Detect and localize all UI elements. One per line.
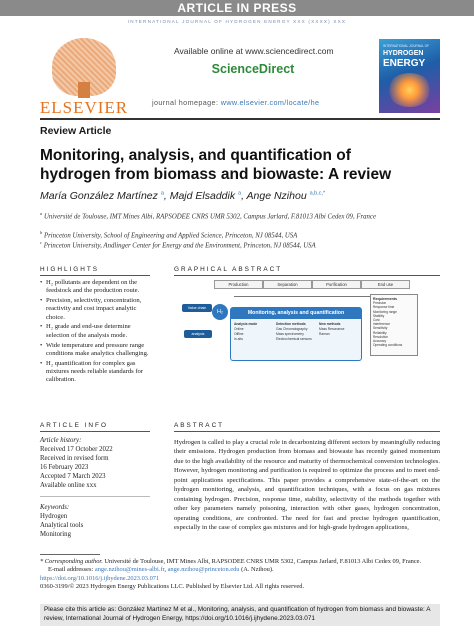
value-chain-bar: [214, 280, 410, 289]
article-in-press-banner: ARTICLE IN PRESS: [0, 0, 474, 16]
homepage-label: journal homepage:: [152, 98, 221, 107]
requirement-item: Accuracy: [373, 339, 387, 344]
column-heading: Analysis mode: [234, 322, 258, 326]
email-separator: ,: [164, 566, 168, 574]
requirement-item: Stability: [373, 313, 385, 318]
requirement-item: Cost: [373, 318, 380, 323]
column-item: Online: [234, 327, 244, 331]
h2-molecule-icon: H₂: [212, 304, 228, 320]
keywords-label: Keywords:: [40, 504, 70, 511]
highlight-item: • H₂ quantification for complex gas mixtures needs reliable standards for calibration.: [40, 360, 150, 385]
article-history: [40, 436, 150, 490]
revised-date: 16 February 2023: [40, 464, 89, 471]
elsevier-logo-text: ELSEVIER: [39, 98, 129, 117]
cover-journal-text: INTERNATIONAL JOURNAL OF: [383, 44, 430, 48]
requirement-item: Sensitivity: [373, 326, 388, 331]
corresponding-author-note: [40, 558, 440, 566]
email-link[interactable]: ange.nzihou@princeton.edu: [167, 566, 240, 574]
highlight-item: • H₂ pollutants are dependent on the feedstock and the production route.: [40, 279, 150, 296]
affiliation-text: Princeton University, Andlinger Center for Energy and the Environment, Princeton, NJ 08544, USA: [43, 242, 316, 250]
highlight-item: • Precision, selectivity, concentration, reactivity and cost impact analytic choice.: [40, 297, 150, 322]
highlights-rule: [40, 275, 150, 276]
affiliation-mark: a: [40, 211, 43, 216]
article-info-heading: ARTICLE INFO: [40, 422, 108, 429]
graphical-abstract-rule: [174, 275, 440, 276]
author-name[interactable]: Majd Elsaddik: [169, 190, 236, 202]
footnote-rule: [40, 554, 100, 555]
corresponding-label: * Corresponding author.: [40, 558, 103, 565]
highlights-list: [40, 279, 150, 386]
column-item: Offline: [234, 332, 244, 336]
author-separator: ,: [241, 190, 247, 202]
new-methods-column: [319, 322, 359, 337]
step-end-use: End use: [361, 280, 410, 289]
affiliation-mark: b: [40, 230, 43, 235]
author-affiliation-mark[interactable]: a: [238, 190, 242, 197]
cover-title-hydrogen: HYDROGEN: [383, 50, 424, 57]
column-item: Mass Resonance: [319, 327, 345, 331]
keyword[interactable]: Monitoring: [40, 531, 71, 538]
revised-label: Received in revised form: [40, 455, 109, 462]
abstract-rule: [174, 431, 440, 432]
column-item: Electrochemical sensors: [276, 337, 312, 341]
keyword[interactable]: Analytical tools: [40, 522, 84, 529]
affiliation-c: [40, 239, 440, 251]
tree-trunk: [78, 82, 90, 98]
email-link[interactable]: ange.nzihou@mines-albi.fr: [94, 566, 165, 574]
step-production: Production: [214, 280, 263, 289]
citation-box: Please cite this article as: González Martínez M et al., Monitoring, analysis, and quantification of hydrogen from biomass and biowaste: A review, International Journal of Hydrogen Energy, https://doi.org/10.1016/j.ijhydene.2023.03.071: [40, 604, 440, 626]
column-item: Mass spectrometry: [276, 332, 304, 336]
copyright-line: 0360-3199/© 2023 Hydrogen Energy Publications LLC. Published by Elsevier Ltd. All rights reserved.: [40, 583, 305, 591]
available-online-text[interactable]: Available online at www.sciencedirect.com: [174, 46, 334, 56]
abstract-heading: ABSTRACT: [174, 422, 225, 429]
homepage-link[interactable]: www.elsevier.com/locate/he: [220, 98, 320, 107]
title-line-2: hydrogen from biomass and biowaste: A review: [40, 166, 392, 183]
analysis-mode-column: [234, 322, 274, 342]
column-item: In-situ: [234, 337, 243, 341]
keywords-rule: [40, 496, 150, 497]
author-name[interactable]: Ange Nzihou: [246, 190, 307, 202]
sciencedirect-brand[interactable]: ScienceDirect: [211, 62, 295, 76]
email-line: [40, 566, 440, 574]
author-affiliation-mark[interactable]: a: [160, 190, 164, 197]
journal-cover[interactable]: [379, 39, 440, 113]
column-item: Raman: [319, 332, 330, 336]
monitoring-box: [230, 307, 362, 361]
history-label: Article history:: [40, 437, 82, 444]
journal-running-title: INTERNATIONAL JOURNAL OF HYDROGEN ENERGY XXX (XXXX) XXX: [127, 19, 347, 24]
requirement-item: Monitoring range: [373, 309, 397, 314]
requirement-item: Resolution: [373, 334, 389, 339]
affiliation-a: [40, 210, 440, 222]
article-type: Review Article: [40, 125, 112, 137]
affiliation-text: Université de Toulouse, IMT Mines Albi, RAPSODEE CNRS UMR 5302, Campus Jarlard, F.81013 Albi Cedex 09, France: [43, 213, 376, 221]
step-separation: Separation: [263, 280, 312, 289]
received-date: Received 17 October 2022: [40, 446, 113, 453]
requirement-item: Precision: [373, 301, 387, 306]
monitoring-box-title: Monitoring, analysis and quantification: [231, 308, 361, 319]
highlights-heading: HIGHLIGHTS: [40, 266, 100, 273]
header-rule: [40, 118, 440, 120]
graphical-abstract-heading: GRAPHICAL ABSTRACT: [174, 266, 283, 273]
sciencedirect-header: [140, 40, 366, 115]
journal-homepage: [152, 98, 319, 107]
keywords-block: [40, 503, 150, 539]
article-title: [40, 146, 440, 184]
detection-methods-column: [276, 322, 316, 342]
cover-flame-icon: [387, 73, 432, 107]
email-label: E-mail addresses:: [48, 566, 95, 574]
step-purification: Purification: [312, 280, 361, 289]
email-suffix: (A. Nzihou).: [239, 566, 274, 574]
author-separator: ,: [163, 190, 170, 202]
online-date: Available online xxx: [40, 482, 97, 489]
author-affiliation-mark[interactable]: a,b,c,*: [309, 190, 326, 197]
doi-link[interactable]: https://doi.org/10.1016/j.ijhydene.2023.03.071: [40, 574, 160, 582]
column-heading: New methods: [319, 322, 341, 326]
author-list: [40, 190, 325, 202]
requirements-title: Requirements: [373, 297, 397, 301]
article-info-rule: [40, 431, 150, 432]
author-name[interactable]: María González Martínez: [40, 190, 158, 202]
requirement-item: Interference: [373, 322, 391, 327]
highlight-item: • H₂ grade and end-use determine selection of the analysis mode.: [40, 323, 150, 340]
keyword[interactable]: Hydrogen: [40, 513, 68, 520]
graphical-abstract-figure[interactable]: [174, 278, 440, 362]
analysis-label: analysis: [184, 330, 212, 338]
elsevier-logo[interactable]: [32, 36, 136, 117]
value-chain-label: Value chain: [182, 304, 212, 312]
footnotes: [40, 558, 440, 592]
cover-title-energy: ENERGY: [383, 58, 426, 69]
affiliation-mark: c: [40, 240, 42, 245]
highlight-item: • Wide temperature and pressure range conditions make analytics challenging.: [40, 342, 150, 359]
column-item: Gas Chromatography: [276, 327, 308, 331]
title-line-1: Monitoring, analysis, and quantification of: [40, 147, 351, 164]
requirement-item: Response time: [373, 305, 395, 310]
corresponding-text: Université de Toulouse, IMT Mines Albi, RAPSODEE CNRS UMR 5302, Campus Jarlard, F.81013 Albi Cedex 09, France.: [102, 558, 422, 565]
requirements-box: [370, 294, 418, 356]
affiliation-text: Princeton University, School of Engineering and Applied Science, Princeton, NJ 08544, USA: [43, 232, 298, 240]
column-heading: Detection methods: [276, 322, 306, 326]
accepted-date: Accepted 7 March 2023: [40, 473, 106, 480]
abstract-text: Hydrogen is called to play a crucial role in decarbonizing different sectors by meaningfully reducing their emissions. Hydrogen production from biomass and biowaste has recently gained momentum due to the high availability of the resource and maturity of thermochemical conversion technologies. However, hydrogen monitoring and purification is required to optimize the process and to meet end-point applications specifications. This paper provides a comprehensive state-of-the-art on the hydrogen monitoring, analysis, and quantification techniques, with a focus on gas mixtures containing hydrogen. Precision, response time, stability, selectivity of the methods together with other key parameters namely poisoning, interaction with other gases, hydrogen concentration, operating conditions, are confronted. The need for fast and precise hydrogen quantification, especially in the case of complex gas mixtures and for high-grade hydrogen applications,: [174, 439, 440, 532]
requirement-item: Reliability: [373, 330, 387, 335]
requirement-item: Operating conditions: [373, 343, 403, 348]
